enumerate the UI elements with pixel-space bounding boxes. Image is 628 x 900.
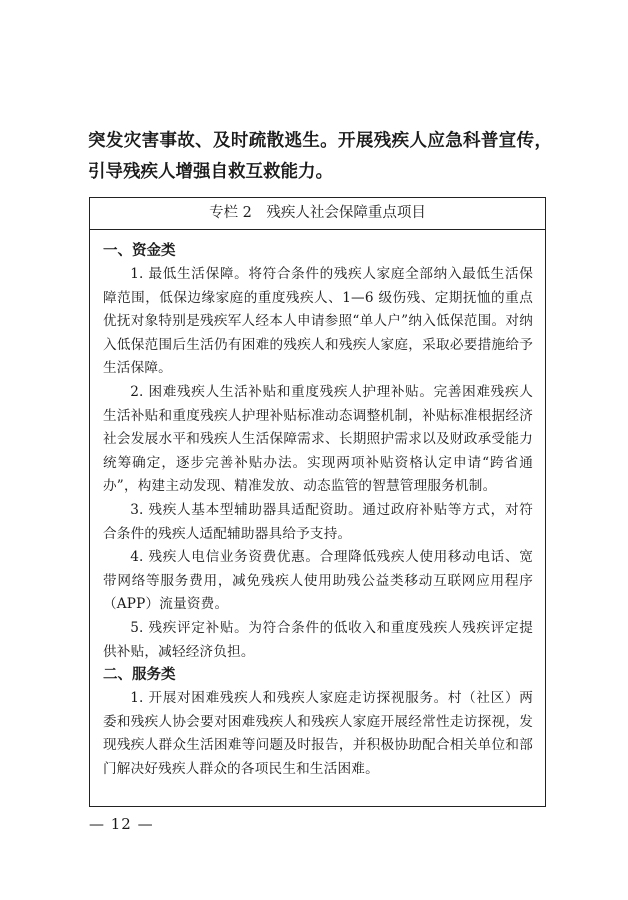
page-number: — 12 —	[89, 815, 154, 833]
item-disability-assessment-subsidy: 5. 残疾评定补贴。为符合条件的低收入和重度残疾人残疾评定提供补贴，减轻经济负担。	[103, 619, 533, 660]
item-assistive-device-funding: 3. 残疾人基本型辅助器具适配资助。通过政府补贴等方式，对符合条件的残疾人适配辅助器具给予支持。	[103, 501, 533, 542]
item-telecom-discount: 4. 残疾人电信业务资费优惠。合理降低残疾人使用移动电话、宽带网络等服务费用，减免残疾人使用助残公益类移动互联网应用程序（APP）流量资费。	[103, 549, 533, 613]
intro-paragraph: 突发灾害事故、及时疏散逃生。开展残疾人应急科普宣传，引导残疾人增强自救互救能力。	[88, 131, 552, 182]
item-living-and-nursing-subsidy: 2. 困难残疾人生活补贴和重度残疾人护理补贴。完善困难残疾人生活补贴和重度残疾人护理补贴标准动态调整机制，补贴标准根据经济社会发展水平和残疾人生活保障需求、长期照护需求以及财政承受能力统筹确定，逐步完善补贴办法。实现两项补贴资格认定申请“跨省通办”，构建主动发现、精准发放、动态监管的智慧管理服务机制。	[103, 383, 533, 495]
box-body	[90, 230, 545, 781]
box-title: 专栏 2 残疾人社会保障重点项目	[90, 198, 545, 230]
item-visiting-service: 1. 开展对困难残疾人和残疾人家庭走访探视服务。村（社区）两委和残疾人协会要对困难残疾人和残疾人家庭开展经常性走访探视，发现残疾人群众生活困难等问题及时报告，并积极协助配合相关单位和部门解决好残疾人群众的各项民生和生活困难。	[103, 690, 533, 777]
section-heading-services: 二、服务类	[103, 667, 176, 684]
section-heading-funding: 一、资金类	[103, 243, 176, 259]
feature-box	[89, 197, 546, 807]
item-minimum-living-security: 1. 最低生活保障。将符合条件的残疾人家庭全部纳入最低生活保障范围，低保边缘家庭的重度残疾人、1—6 级伤残、定期抚恤的重点优抚对象特别是残疾军人经本人申请参照“单人户”纳入低保范围。对纳入低保范围后生活仍有困难的残疾人和残疾人家庭，采取必要措施给予生活保障。	[103, 266, 533, 377]
